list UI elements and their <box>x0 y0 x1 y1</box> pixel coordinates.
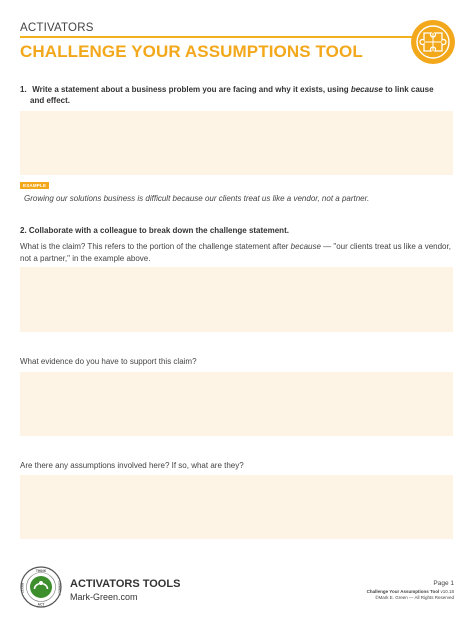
claim-prompt-text: What is the claim? This refers to the portion of the challenge statement after <box>20 242 289 251</box>
question-1-text: Write a statement about a business problem you are facing and why it exists, using <box>32 85 349 94</box>
question-1 <box>20 84 450 106</box>
claim-prompt <box>20 241 453 265</box>
example-text: Growing our solutions business is difficult because our clients treat us like a vendor, not a partner. <box>24 194 370 203</box>
question-2: 2. Collaborate with a colleague to break down the challenge statement. <box>20 226 289 235</box>
footer-meta <box>367 579 454 601</box>
answer-box-evidence[interactable] <box>20 372 453 436</box>
copyright: ©Mark E. Green — All Rights Reserved <box>375 595 454 600</box>
page-title: CHALLENGE YOUR ASSUMPTIONS TOOL <box>20 42 363 61</box>
svg-text:LEARN: LEARN <box>20 582 25 594</box>
puzzle-icon <box>411 20 455 64</box>
svg-text:CONNECT: CONNECT <box>57 580 62 596</box>
brand-title: ACTIVATORS TOOLS <box>70 578 181 590</box>
example-badge: EXAMPLE <box>20 182 49 189</box>
question-1-text-after: to link cause <box>385 85 434 94</box>
svg-text:ACT: ACT <box>37 602 45 607</box>
header-rule <box>20 36 412 38</box>
doc-title: Challenge Your Assumptions Tool <box>366 589 440 594</box>
seal-logo <box>20 566 62 608</box>
header <box>20 22 412 61</box>
answer-box-statement[interactable] <box>20 111 453 175</box>
assumptions-prompt: Are there any assumptions involved here? If so, what are they? <box>20 461 244 470</box>
answer-box-claim[interactable] <box>20 267 453 332</box>
svg-text:THINK: THINK <box>35 569 47 574</box>
claim-prompt-emphasis: because <box>290 242 321 251</box>
question-1-number: 1. <box>20 85 27 94</box>
question-1-emphasis: because <box>350 85 383 94</box>
claim-prompt-text-after: — "our clients treat us like a vendor, not a partner," in the example above. <box>20 242 451 263</box>
footer-brand <box>70 578 180 603</box>
page-number: Page 1 <box>433 580 454 587</box>
doc-version: v10.18 <box>440 589 454 594</box>
question-1-line2: and effect. <box>30 96 71 105</box>
brand-site-link[interactable]: Mark-Green.com <box>70 592 138 602</box>
section-overline: ACTIVATORS <box>20 22 94 34</box>
evidence-prompt: What evidence do you have to support this claim? <box>20 357 197 366</box>
answer-box-assumptions[interactable] <box>20 475 453 539</box>
